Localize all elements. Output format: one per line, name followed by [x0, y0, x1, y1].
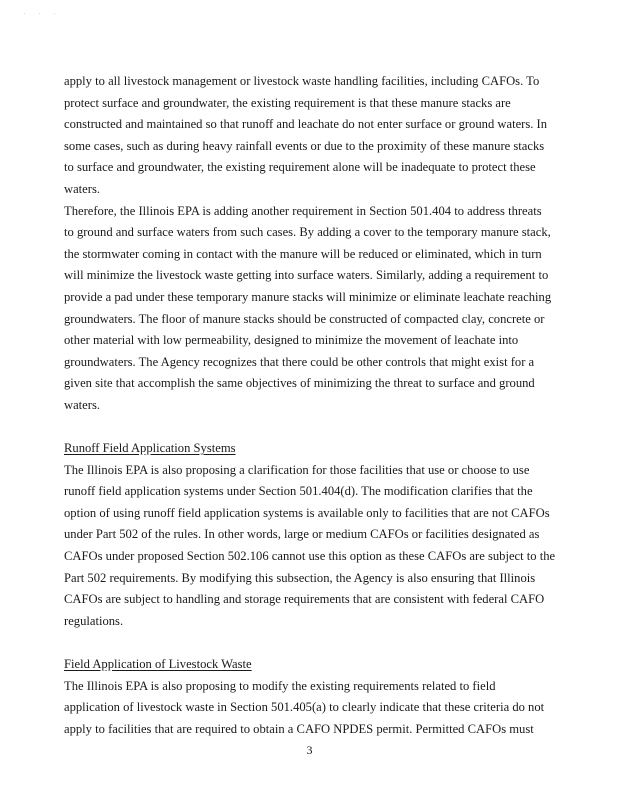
text-line: The Illinois EPA is also proposing to modify the existing requirements related to field: [64, 678, 496, 693]
text-line: groundwaters. The floor of manure stacks should be constructed of compacted clay, concrete or: [64, 311, 545, 326]
section-heading: Field Application of Livestock Waste: [64, 657, 252, 672]
text-line: protect surface and groundwater, the existing requirement is that these manure stacks are: [64, 95, 511, 110]
text-line: apply to all livestock management or livestock waste handling facilities, including CAFOs. To: [64, 74, 540, 88]
text-line: application of livestock waste in Section 501.405(a) to clearly indicate that these criteria do not: [64, 700, 545, 715]
text-line: apply to facilities that are required to obtain a CAFO NPDES permit. Permitted CAFOs must: [64, 721, 534, 736]
text-line: Therefore, the Illinois EPA is adding another requirement in Section 501.404 to address threats: [64, 203, 542, 218]
text-line: under Part 502 of the rules. In other words, large or medium CAFOs or facilities designated as: [64, 527, 540, 542]
text-line: other material with low permeability, designed to minimize the movement of leachate into: [64, 333, 519, 348]
text-line: regulations.: [64, 613, 124, 628]
text-line: groundwaters. The Agency recognizes that there could be other controls that might exist for a: [64, 354, 535, 369]
text-line: some cases, such as during heavy rainfall events or due to the proximity of these manure stacks: [64, 138, 545, 153]
text-line: CAFOs are subject to handling and storage requirements that are consistent with federal CAFO: [64, 592, 545, 607]
text-line: constructed and maintained so that runoff and leachate do not enter surface or ground waters. In: [64, 117, 548, 132]
text-line: the stormwater coming in contact with the manure will be reduced or eliminated, which in turn: [64, 246, 542, 261]
section-field-application: [64, 654, 545, 740]
page-number: 3: [306, 743, 313, 757]
text-line: CAFOs under proposed Section 502.106 cannot use this option as these CAFOs are subject to the: [64, 549, 556, 564]
scan-artifact: . . .: [24, 10, 61, 16]
text-line: option of using runoff field application systems is available only to facilities that are not CAFOs: [64, 505, 550, 520]
paragraph-manure-stacks: [64, 71, 548, 201]
page-body: [64, 71, 556, 740]
text-line: to ground and surface waters from such cases. By adding a cover to the temporary manure stack,: [64, 225, 551, 240]
text-line: The Illinois EPA is also proposing a clarification for those facilities that use or choose to use: [64, 462, 530, 477]
section-heading: Runoff Field Application Systems: [64, 441, 236, 456]
section-runoff-field-application: [64, 438, 556, 632]
text-line: given site that accomplish the same objectives of minimizing the threat to surface and ground: [64, 376, 535, 391]
paragraph-additional-requirement: [64, 201, 552, 417]
text-line: waters.: [64, 181, 101, 196]
text-line: provide a pad under these temporary manure stacks will minimize or eliminate leachate reaching: [64, 289, 552, 304]
text-line: Part 502 requirements. By modifying this subsection, the Agency is also ensuring that Illinois: [64, 570, 536, 585]
text-line: to surface and groundwater, the existing requirement alone will be inadequate to protect these: [64, 160, 536, 175]
text-line: will minimize the livestock waste getting into surface waters. Similarly, adding a requirement to: [64, 268, 549, 283]
text-line: waters.: [64, 397, 101, 412]
text-line: runoff field application systems under Section 501.404(d). The modification clarifies that the: [64, 484, 533, 499]
paragraph-spacer: [64, 417, 539, 439]
paragraph-spacer: [64, 632, 539, 654]
